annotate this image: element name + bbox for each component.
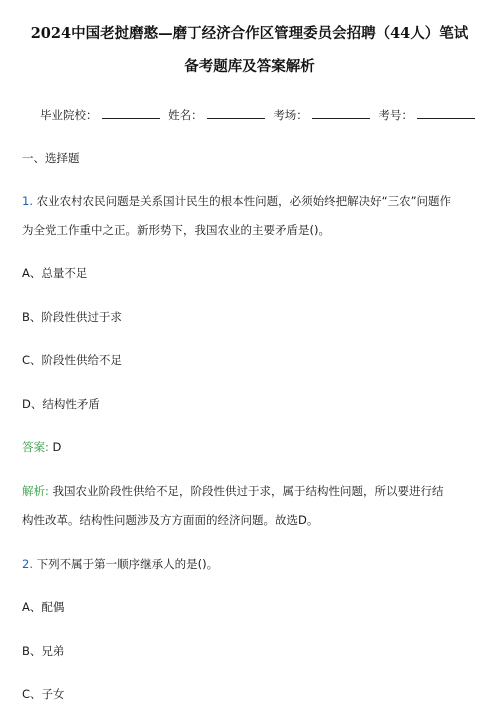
candidate-info-row [40, 106, 470, 123]
exam-number-blank [417, 106, 475, 119]
question-2-option-c: C、子女 [22, 687, 65, 701]
question-2-option-b: B、兄弟 [22, 644, 65, 658]
page-title-line1: 2024中国老挝磨憨—磨丁经济合作区管理委员会招聘（44人）笔试 [30, 25, 469, 42]
question-2-line1 [22, 556, 218, 572]
name-blank [207, 106, 265, 119]
question-1-number: 1. [22, 194, 33, 208]
question-1-text: 农业农村农民问题是关系国计民生的根本性问题，必须始终把解决好“三农”问题作 [36, 194, 452, 208]
question-1-option-a: A、总量不足 [22, 266, 88, 280]
exam-number-label: 考号： [378, 108, 413, 122]
school-blank [102, 106, 160, 119]
question-1-option-c: C、阶段性供给不足 [22, 353, 123, 367]
question-1-analysis-line1 [22, 483, 444, 499]
question-1-line2: 为全党工作重中之正。新形势下，我国农业的主要矛盾是()。 [22, 223, 330, 237]
question-1-answer [22, 439, 61, 455]
question-1-option-d: D、结构性矛盾 [22, 397, 100, 411]
question-1-analysis-line2: 构性改革。结构性问题涉及方方面面的经济问题。故选D。 [22, 513, 319, 527]
analysis-label: 解析: [22, 484, 49, 498]
question-1-option-b: B、阶段性供过于求 [22, 310, 122, 324]
answer-value: D [52, 440, 62, 454]
name-label: 姓名： [168, 108, 203, 122]
question-2-text: 下列不属于第一顺序继承人的是()。 [36, 557, 219, 571]
exam-room-label: 考场： [273, 108, 308, 122]
section-title: 一、选择题 [22, 151, 80, 165]
page-title-line2: 备考题库及答案解析 [184, 58, 315, 75]
answer-label: 答案: [22, 440, 49, 454]
question-1-line1 [22, 193, 451, 209]
question-2-number: 2. [22, 557, 33, 571]
question-2-option-a: A、配偶 [22, 600, 65, 614]
analysis-text: 我国农业阶段性供给不足，阶段性供过于求，属于结构性问题，所以要进行结 [52, 484, 444, 498]
school-label: 毕业院校： [40, 108, 98, 122]
exam-room-blank [312, 106, 370, 119]
